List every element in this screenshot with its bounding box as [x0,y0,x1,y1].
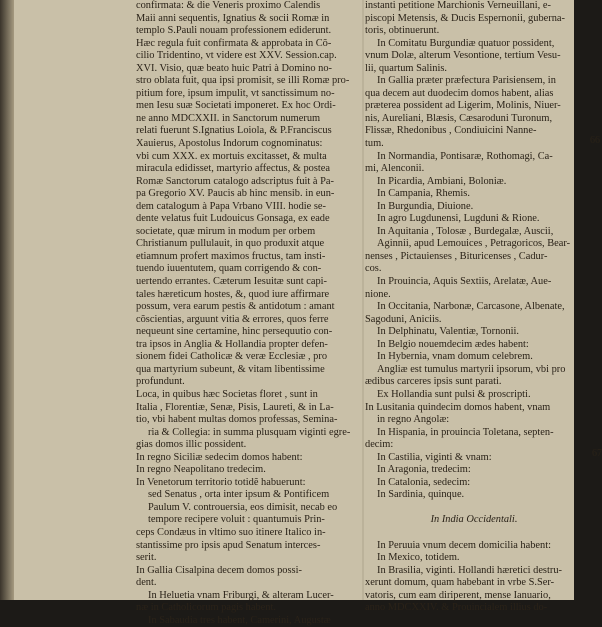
right-line-24: nione. [365,288,391,300]
right-line-40: In Catalonia, sedecim: [377,476,471,488]
left-line-44: stantissime pro ipsis apud Senatum interces- [136,539,321,551]
right-line-18: In agro Lugdunensi, Lugduni & Rione. [377,213,540,225]
left-line-2: Maii anni sequentis, Ignatius & socii Romæ in [136,12,330,24]
left-line-1: confirmata: & die Veneris proximo Calendis [136,0,321,11]
right-line-20: Aginnii, apud Lemouices , Petragoricos, Bear- [377,238,571,250]
left-line-3: templo S.Pauli nouam professionem ediderunt. [136,25,332,37]
right-line-51: anno MDCXXIV. & Prouincialem illius do- [365,602,548,614]
right-column [365,0,583,615]
left-line-25: possum, vera earum pestis & antidotum : amant [136,301,335,313]
left-line-37: In regno Siciliæ sedecim domos habent: [136,451,303,463]
left-column [136,0,361,627]
right-line-8: qua decem aut duodecim domos habent, alias [365,87,554,99]
left-line-40: sed Senatus , orta inter ipsum & Pontificem [148,489,330,501]
left-line-49: næ in Catholicorum pagis habent. [136,602,276,614]
right-line-30: Angliæ est tumulus martyrii ipsorum, vbi pro [377,363,566,375]
left-line-33: Italia , Florentiæ, Senæ, Pisis, Laureti, & in La- [136,401,334,413]
right-line-49: xerunt domum, quam habebant in vrbe S.Ser- [365,577,555,589]
right-line-13: In Normandia, Pontisaræ, Rothomagi, Ca- [377,150,553,162]
right-line-9: præterea possident ad Ligerim, Molinis, Niuer- [365,100,561,112]
left-line-15: Romæ Sanctorum catalogo adscriptus fuit à Pa- [136,175,334,187]
column-gutter [362,0,364,600]
left-line-42: tempore recipere voluit : quantumuis Prin- [148,514,325,526]
right-line-39: In Aragonia, tredecim: [377,464,471,476]
left-line-8: pitium fore, ipsum impulit, vt sanctissimum no- [136,87,335,99]
right-line-29: In Hybernia, vnam domum celebrem. [377,351,533,363]
right-line-12: tum. [365,138,384,150]
right-line-48: In Brasilia, viginti. Hollandi hæretici destru- [377,564,562,576]
left-line-17: dem catalogum à Papa Vrbano VIII. hodie se- [136,200,327,212]
left-line-35: ria & Collegia: in summa plusquam viginti egre- [148,426,351,438]
left-line-11: relati fuerunt S.Ignatius Loiola, & P.Franciscus [136,125,332,137]
right-line-32: Ex Hollandia sunt pulsi & proscripti. [377,388,531,400]
left-line-12: Xauierus, Apostolus Indorum cognominatus: [136,138,323,150]
book-page [14,0,602,626]
left-line-7: stro oblata fuit, qua ipsi promisit, se illi Romæ pro- [136,75,350,87]
left-line-34: tio, vbi habent multas domos professas, Semina- [136,414,338,426]
left-line-48: In Heluetia vnam Friburgi, & alteram Lucer- [148,589,334,601]
right-line-43 [365,502,583,515]
right-line-16: In Campania, Rhemis. [377,188,470,200]
right-line-33: In Lusitania quindecim domos habent, vnam [365,401,551,413]
right-line-31: ædibus carceres ipsis sunt parati. [365,376,502,388]
left-line-18: dente velatus fuit Ludouicus Gonsaga, ex eade [136,213,330,225]
right-line-50: vatoris, cum eam diriperent, mense Ianuario, [365,589,551,601]
page-edge-shadow [0,0,14,600]
left-line-16: pa Gregorio XV. Paucis ab hinc mensib. in eun- [136,188,335,200]
right-line-35: In Hispania, in prouincia Toletana, septen- [377,426,554,438]
left-line-45: serit. [136,552,157,564]
right-line-6: lii, quartum Salinis. [365,62,447,74]
right-line-41: In Sardinia, quinque. [377,489,465,501]
right-line-21: nenses , Pictauienses , Bituricenses , Cadur- [365,250,548,262]
left-line-36: gias domos illic possident. [136,439,247,451]
right-line-14: mi, Alenconii. [365,163,425,175]
right-line-10: nis, Aureliani, Blæsis, Cæsaroduni Turonum, [365,112,553,124]
left-line-22: tuendo iuuentutem, quam corrigendo & con- [136,263,322,275]
margin-number-bottom: 67 [592,448,602,459]
left-line-13: vbi cum XXX. ex mortuis excitasset, & multa [136,150,327,162]
right-line-11: Flissæ, Rhedonibus , Condiuicini Nanne- [365,125,537,137]
left-line-10: ne anno MDCXXII. in Sanctorum numerum [136,112,321,124]
right-line-46: In Peruuia vnum decem domicilia habent: [377,539,551,551]
right-line-23: In Prouincia, Aquis Sextiis, Arelatæ, Aue- [377,276,552,288]
left-line-32: Loca, in quibus hæc Societas floret , sunt in [136,388,318,400]
left-line-20: Christianum pullulauit, in quo produxit atque [136,238,325,250]
left-line-24: tales hæreticum hostes, &, quod iure affirmare [136,288,330,300]
left-line-5: cilio Tridentino, vt videre est XXV. Session.cap. [136,50,337,62]
left-line-4: Hæc regula fuit confirmata & approbata in Cõ- [136,37,332,49]
margin-number-top: 66 [590,135,600,146]
left-line-46: In Gallia Cisalpina decem domos possi- [136,564,302,576]
left-line-26: cõscientias, arguunt vitia & errores, quos ferre [136,313,329,325]
right-line-37: In Castilia, viginti & vnam: [377,451,492,463]
left-line-31: profundunt. [136,376,185,388]
left-line-50: In Sabaudia tres habent, Camerini, Augustæ [148,614,331,626]
left-line-43: ceps Condæus in vltimo suo itinere Italico in- [136,526,326,538]
left-line-27: nequeunt sine certamine, hinc persequutio con- [136,326,333,338]
section-heading-india-occidentali: In India Occidentali. [430,514,518,526]
left-line-29: sionem fidei Catholicæ & veræ Ecclesiæ , pro [136,351,328,363]
right-line-34: in regno Angolæ: [377,414,450,426]
right-line-2: piscopi Metensis, & Ducis Espernonii, guberna- [365,12,565,24]
right-line-47: In Mexico, totidem. [377,552,460,564]
right-line-27: In Delphinatu, Valentiæ, Tornonii. [377,326,520,338]
right-line-26: Sagoduni, Aniciis. [365,313,442,325]
left-line-19: societate, quæ mirum in modum per orbem [136,225,316,237]
right-line-28: In Belgio nouemdecim ædes habent: [377,338,529,350]
right-line-45 [365,527,583,540]
right-line-15: In Picardia, Ambiani, Boloniæ. [377,175,507,187]
left-line-28: tra ipsos in Anglia & Hollandia propter defen- [136,338,328,350]
left-line-38: In regno Neapolitano tredecim. [136,464,266,476]
right-line-19: In Aquitania , Tolosæ , Burdegalæ, Auscii, [377,225,554,237]
left-line-21: etiamnum profert maximos fructus, tam insti- [136,250,326,262]
left-line-6: XVI. Visio, quæ beato huic Patri à Domino no- [136,62,333,74]
left-line-30: qua martyrium subeunt, & vitam libentissime [136,363,325,375]
left-line-23: uertendo errantes. Cæterum Iesuitæ sunt capi- [136,276,328,288]
right-line-5: vnum Dolæ, alterum Vesontione, tertium Vesu- [365,50,561,62]
right-line-4: In Comitatu Burgundiæ quatuor possident, [377,37,555,49]
right-line-1: instanti petitione Marchionis Verneuillani, e- [365,0,551,11]
right-line-7: In Gallia præter præfectura Parisiensem, in [377,75,556,87]
left-line-47: dent. [136,577,157,589]
right-line-22: cos. [365,263,382,275]
left-line-9: men Iesu suæ Societati imponeret. Ex hoc Ordi- [136,100,336,112]
right-line-3: toris, obtinuerunt. [365,25,440,37]
left-line-39: In Venetorum territorio totidẽ habuerunt: [136,476,306,488]
left-line-41: Paulum V. controuersia, eos dimisit, necab eo [148,501,338,513]
left-line-14: miracula edidisset, martyrio affectus, & postea [136,163,330,175]
right-line-17: In Burgundia, Diuione. [377,200,474,212]
right-line-25: In Occitania, Narbonæ, Carcasone, Albenate, [377,301,565,313]
right-line-36: decim: [365,439,394,451]
